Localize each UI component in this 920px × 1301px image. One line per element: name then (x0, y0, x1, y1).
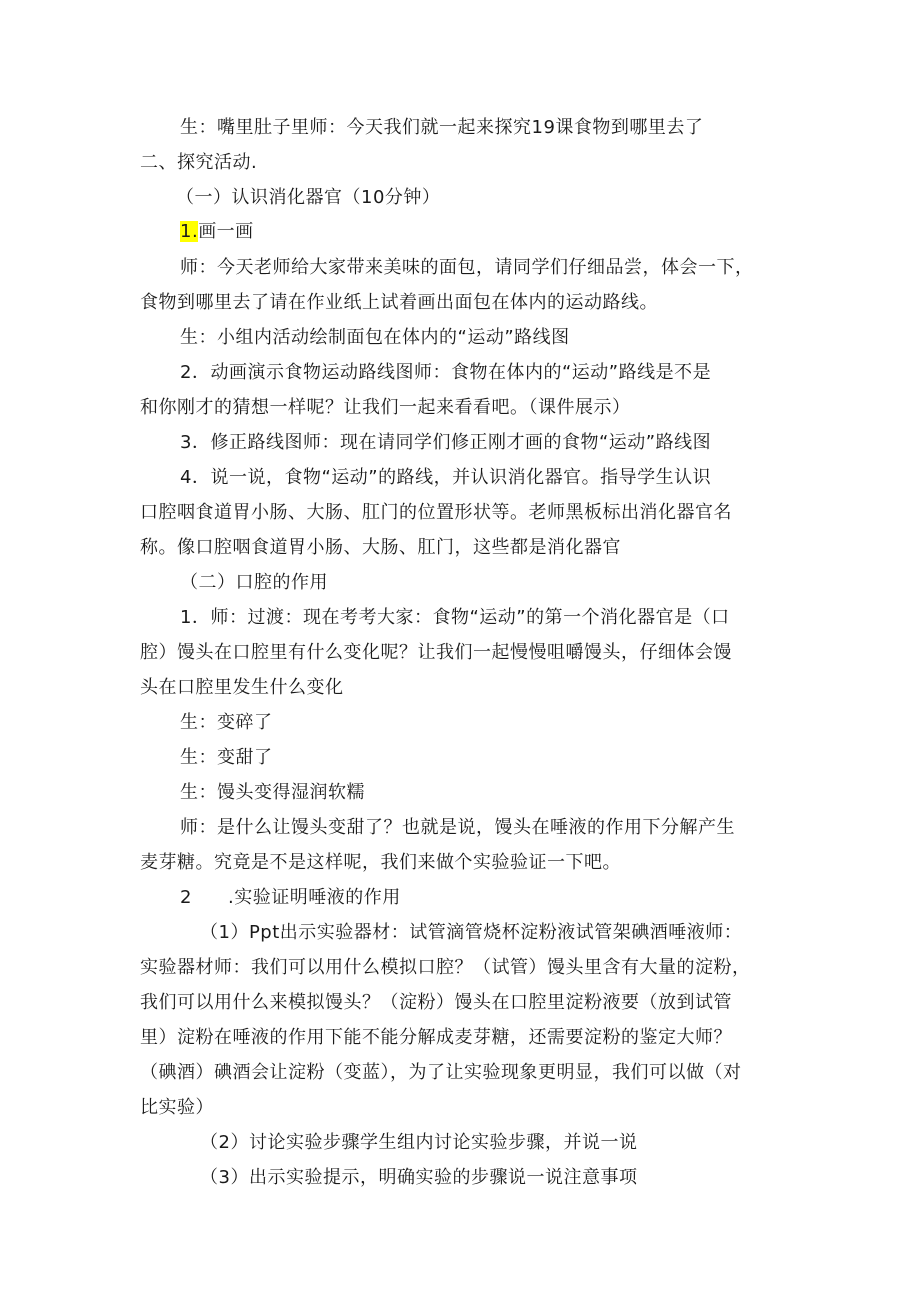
text-line: 二、探究活动. (140, 152, 258, 173)
text-line: 生：嘴里肚子里师：今天我们就一起来探究19课食物到哪里去了 (180, 117, 704, 138)
text-line: 生：小组内活动绘制面包在体内的“运动”路线图 (180, 327, 570, 348)
item-title: .实验证明唾液的作用 (228, 887, 401, 908)
text-line: 3．修正路线图师：现在请同学们修正刚才画的食物“运动”路线图 (180, 432, 712, 453)
text-line: 头在口腔里发生什么变化 (140, 677, 344, 698)
text-line: 师：今天老师给大家带来美味的面包，请同学们仔细品尝，体会一下， (180, 257, 754, 278)
text-line: 1．师：过渡：现在考考大家：食物“运动”的第一个消化器官是（口 (180, 607, 730, 628)
text-line: 食物到哪里去了请在作业纸上试着画出面包在体内的运动路线。 (140, 292, 658, 313)
text-line: 我们可以用什么来模拟馒头？（淀粉）馒头在口腔里淀粉液要（放到试管 (140, 992, 732, 1013)
text-line: （1）Ppt出示实验器材：试管滴管烧杯淀粉液试管架碘酒唾液师： (200, 922, 743, 943)
text-line: 2．动画演示食物运动路线图师：食物在体内的“运动”路线是不是 (180, 362, 712, 383)
text-line: 和你刚才的猜想一样呢？让我们一起来看看吧。（课件展示） (140, 397, 631, 418)
text-line: 实验器材师：我们可以用什么模拟口腔？（试管）馒头里含有大量的淀粉， (140, 957, 751, 978)
section-heading: （一）认识消化器官（10分钟） (176, 187, 441, 208)
text-line (180, 220, 254, 244)
text-line: 4．说一说，食物“运动”的路线，并认识消化器官。指导学生认识 (180, 467, 712, 488)
text-line: 比实验） (140, 1097, 214, 1118)
text-line: 生：变碎了 (180, 712, 273, 733)
text-line: 里）淀粉在唾液的作用下能不能分解成麦芽糖，还需要淀粉的鉴定大师？ (140, 1027, 732, 1048)
text-line: 腔）馒头在口腔里有什么变化呢？让我们一起慢慢咀嚼馒头，仔细体会馒 (140, 642, 732, 663)
text-line: 生：变甜了 (180, 747, 273, 768)
text-line: 称。像口腔咽食道胃小肠、大肠、肛门，这些都是消化器官 (140, 537, 621, 558)
text-line: （碘酒）碘酒会让淀粉（变蓝），为了让实验现象更明显，我们可以做（对 (140, 1062, 742, 1083)
highlighted-number: 1. (180, 221, 199, 242)
item-title: 画一画 (198, 221, 254, 242)
text-line: （3）出示实验提示，明确实验的步骤说一说注意事项 (200, 1167, 638, 1188)
text-line: 生：馒头变得湿润软糯 (180, 782, 365, 803)
text-line: 麦芽糖。究竟是不是这样呢，我们来做个实验验证一下吧。 (140, 852, 621, 873)
text-line: 师：是什么让馒头变甜了？也就是说，馒头在唾液的作用下分解产生 (180, 817, 735, 838)
section-heading: （二）口腔的作用 (180, 572, 328, 593)
text-line: （2）讨论实验步骤学生组内讨论实验步骤，并说一说 (200, 1132, 638, 1153)
item-number: 2 (180, 887, 192, 908)
text-line: 口腔咽食道胃小肠、大肠、肛门的位置形状等。老师黑板标出消化器官名 (140, 502, 732, 523)
